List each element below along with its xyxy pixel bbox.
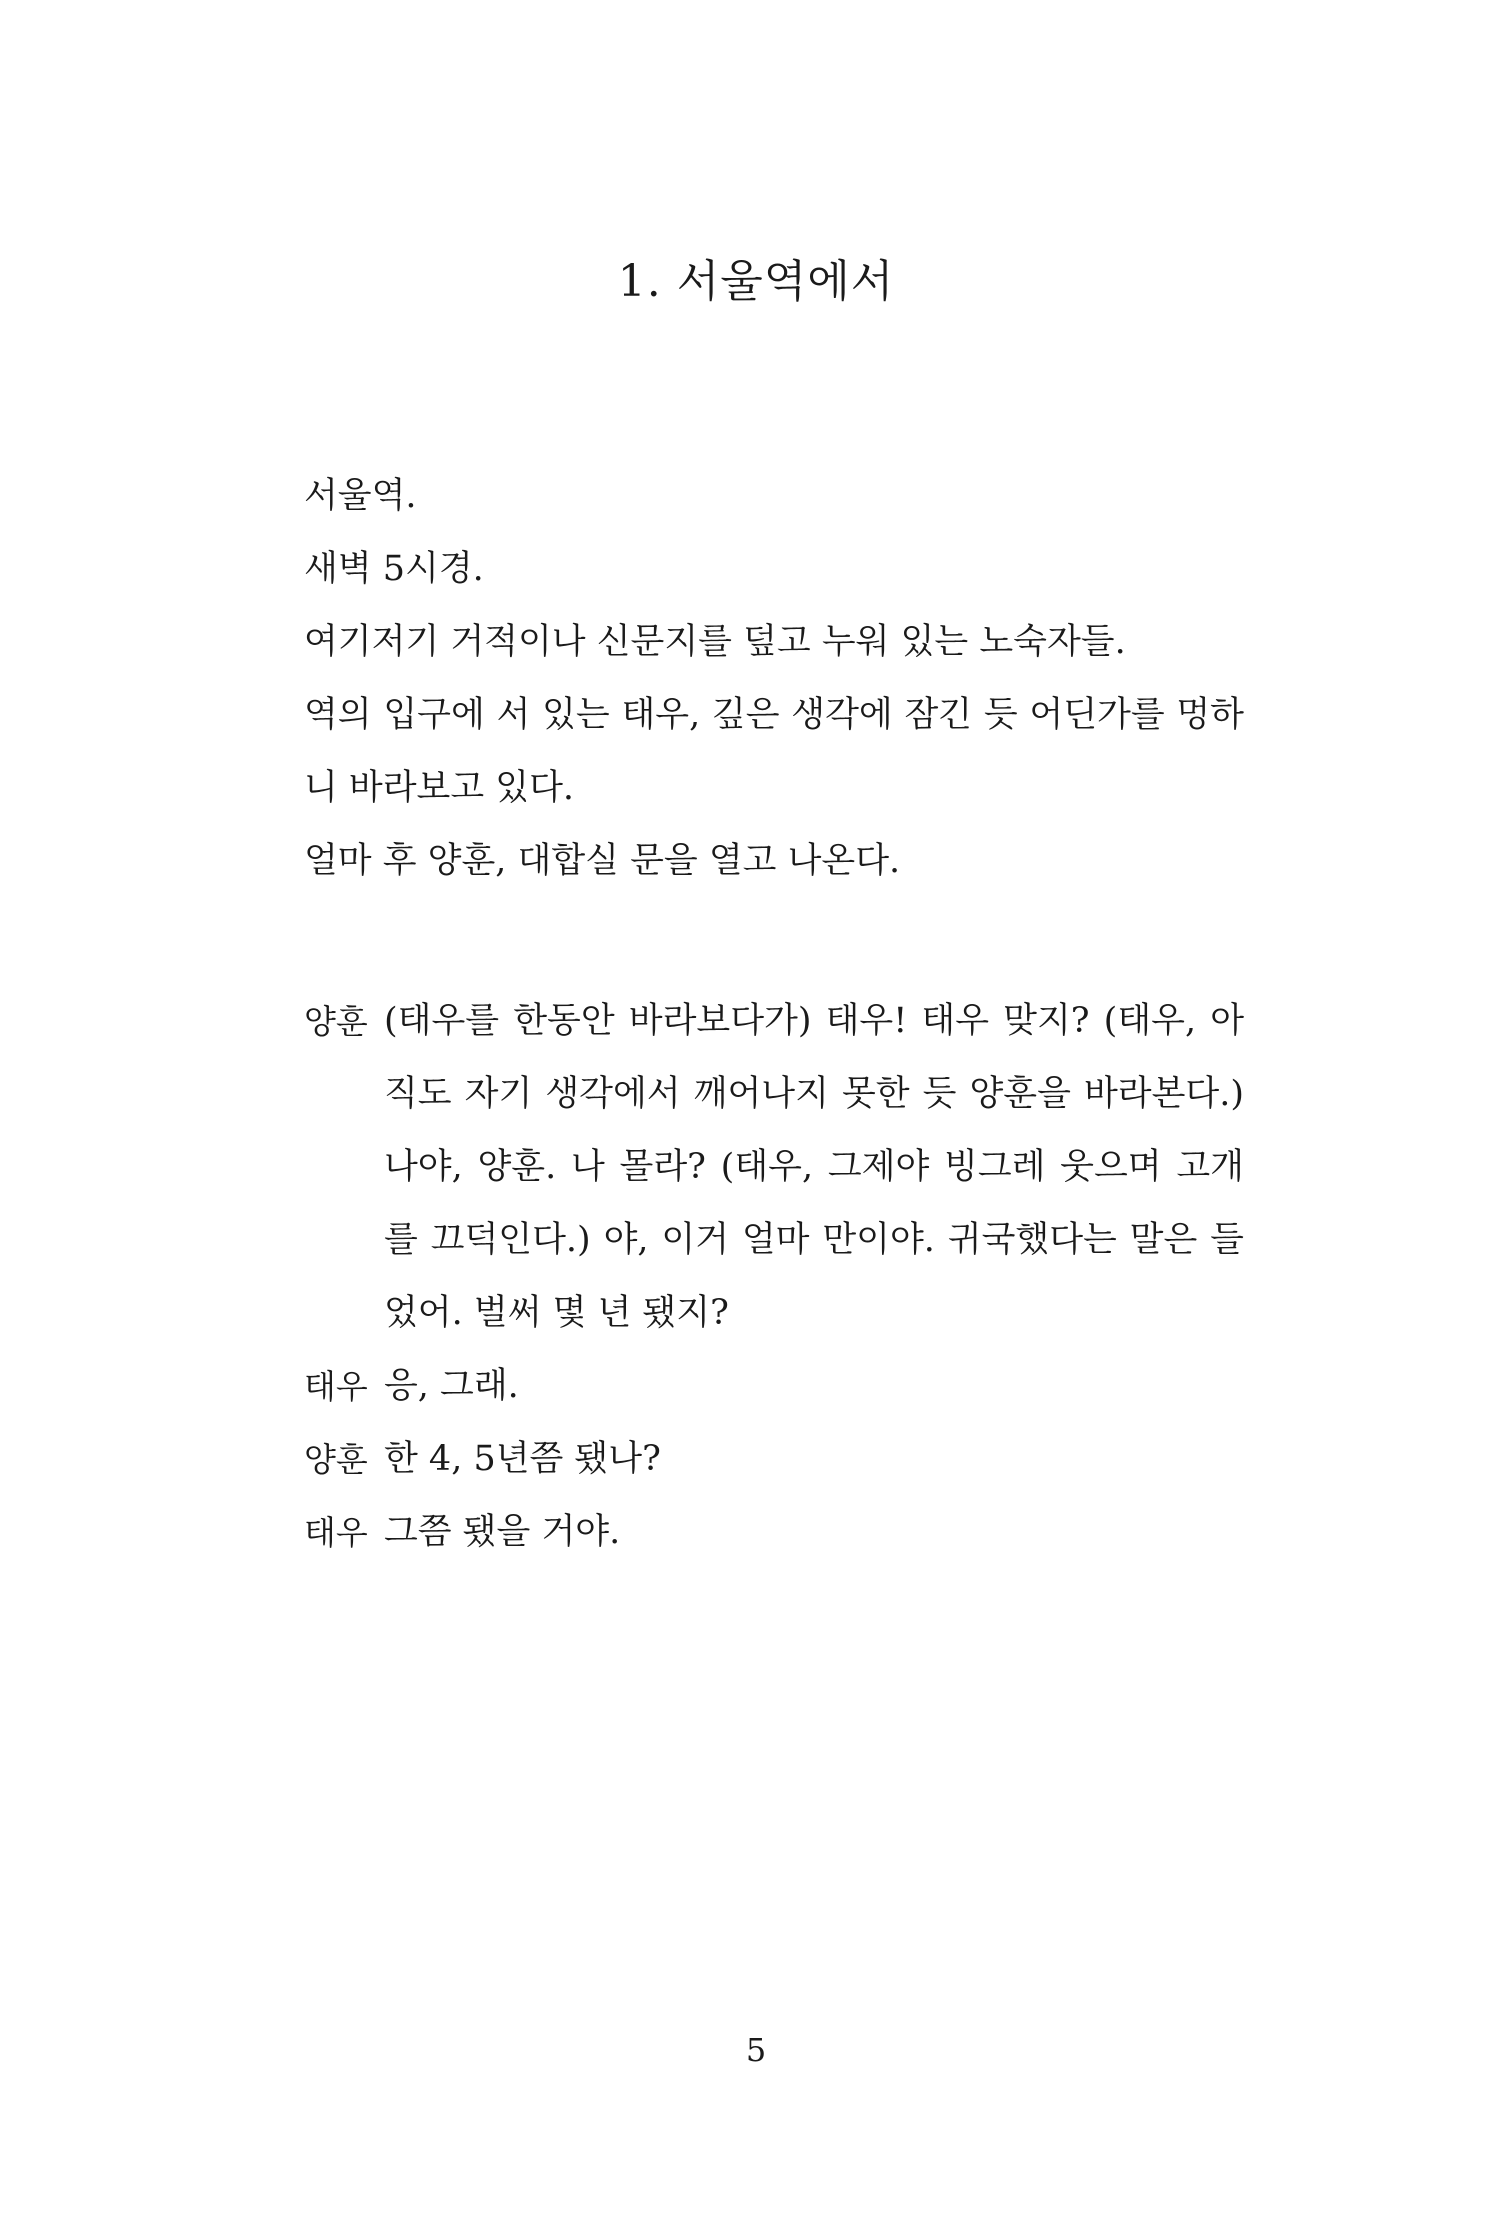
dialogue-block [304, 985, 1244, 1569]
stage-direction-line: 여기저기 거적이나 신문지를 덮고 누워 있는 노숙자들. [304, 622, 1126, 662]
stage-direction-line: 서울역. [304, 476, 417, 516]
speech-text: 그쯤 됐을 거야. [384, 1512, 621, 1552]
speaker-name: 태우 [304, 1513, 368, 1552]
stage-direction-line: 역의 입구에 서 있는 태우, 깊은 생각에 잠긴 듯 어딘가를 멍하니 바라보고 있다. [304, 695, 1244, 808]
speech-text: 응, 그래. [384, 1366, 519, 1406]
speech-text: (태우를 한동안 바라보다가) 태우! 태우 맞지? (태우, 아직도 자기 생각에서 깨어나지 못한 듯 양훈을 바라본다.) 나야, 양훈. 나 몰라? (태우, 그제야 빙그레 웃으며 고개를 끄덕인다.) 야, 이거 얼마 만이야. 귀국했다는 말은 들었어. 벌써 몇 년 됐지? [384, 1001, 1244, 1333]
speech-text: 한 4, 5년쯤 됐나? [384, 1439, 661, 1479]
speaker-name: 양훈 [304, 1002, 368, 1041]
speaker-name: 양훈 [304, 1440, 368, 1479]
speaker-name: 태우 [304, 1367, 368, 1406]
stage-direction-line: 새벽 5시경. [304, 549, 484, 589]
dialogue-line [304, 1350, 1244, 1423]
chapter-title: 1. 서울역에서 [617, 256, 895, 307]
stage-direction-line: 얼마 후 양훈, 대합실 문을 열고 나온다. [304, 841, 901, 881]
dialogue-line [304, 985, 1244, 1350]
stage-directions [304, 460, 1244, 898]
page-number: 5 [745, 2031, 767, 2069]
dialogue-line [304, 1423, 1244, 1496]
dialogue-line [304, 1496, 1244, 1569]
